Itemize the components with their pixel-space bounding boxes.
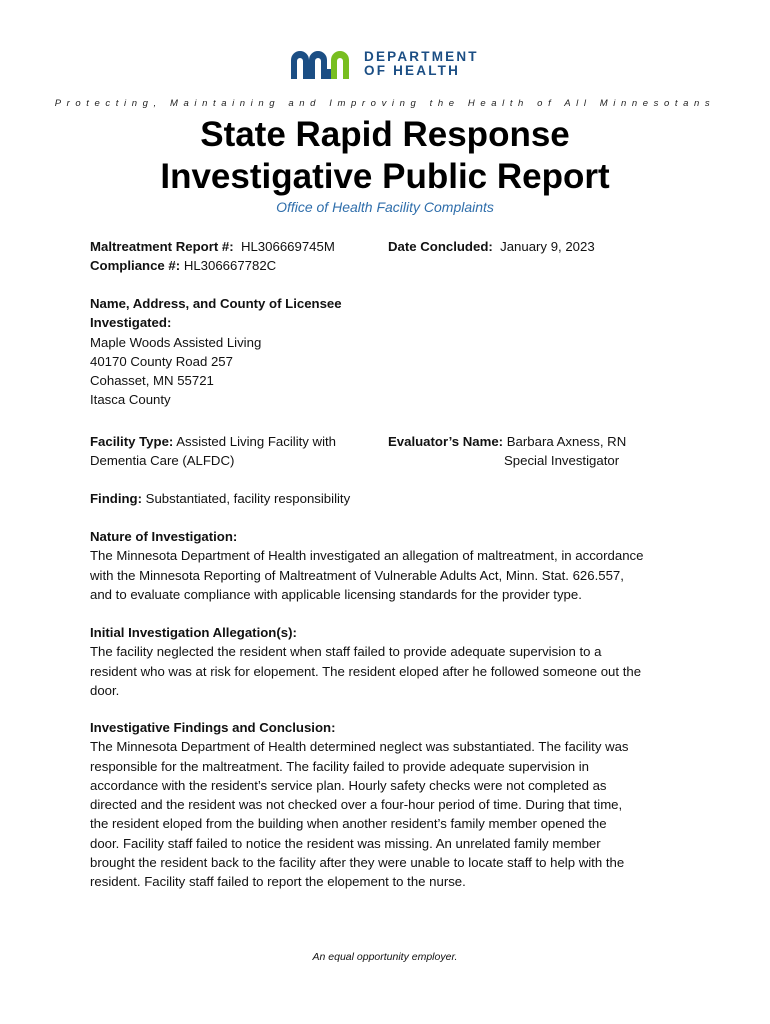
nature-section xyxy=(90,527,643,604)
findings-line: resident. Facility staff failed to report the elopement to the nurse. xyxy=(90,874,466,890)
nature-line: with the Minnesota Reporting of Maltreatment of Vulnerable Adults Act, Minn. Stat. 626.557, xyxy=(90,567,624,583)
findings-line: accordance with the resident’s service plan. Hourly safety checks were not completed as xyxy=(90,777,607,793)
facility-type-row xyxy=(90,432,336,451)
nature-line: and to evaluate compliance with applicable licensing standards for the provider type. xyxy=(90,586,582,602)
mdh-logo xyxy=(290,49,479,79)
mn-logo-icon xyxy=(290,49,356,79)
compliance-value: HL306667782C xyxy=(183,258,277,274)
facility-type-line-2: Dementia Care (ALFDC) xyxy=(90,453,235,469)
facility-type-line-1: Assisted Living Facility with xyxy=(176,434,337,449)
nature-line: The Minnesota Department of Health investigated an allegation of maltreatment, in accordance xyxy=(90,548,644,564)
evaluator-block xyxy=(388,432,626,471)
office-subtitle: Office of Health Facility Complaints xyxy=(276,199,494,215)
compliance-label: Compliance #: xyxy=(90,258,181,274)
findings-line: directed and the resident was not checked over a four-hour period of time. During that time, xyxy=(90,797,623,813)
facility-type-block xyxy=(90,432,336,471)
findings-section xyxy=(90,718,629,892)
licensee-name: Maple Woods Assisted Living xyxy=(90,334,262,350)
report-numbers xyxy=(90,237,335,276)
logo-line-2: OF HEALTH xyxy=(364,63,461,78)
title-line-2: Investigative Public Report xyxy=(160,157,610,196)
findings-line: The Minnesota Department of Health determined neglect was substantiated. The facility was xyxy=(90,739,629,755)
tagline: Protecting, Maintaining and Improving the Health of All Minnesotans xyxy=(54,98,716,109)
nature-heading: Nature of Investigation: xyxy=(90,529,238,544)
findings-line: responsible for the maltreatment. The facility failed to provide adequate supervision in xyxy=(90,758,589,774)
logo-wordmark xyxy=(364,50,479,78)
date-label: Date Concluded: xyxy=(388,239,493,254)
evaluator-title: Special Investigator xyxy=(504,453,620,469)
allegation-heading: Initial Investigation Allegation(s): xyxy=(90,625,297,640)
licensee-street: 40170 County Road 257 xyxy=(90,353,233,369)
title-line-1: State Rapid Response xyxy=(200,115,570,154)
facility-type-label: Facility Type: xyxy=(90,434,174,449)
licensee-label-1: Name, Address, and County of Licensee xyxy=(90,296,342,311)
evaluator-row xyxy=(388,432,626,451)
compliance-row xyxy=(90,256,335,275)
finding-value: Substantiated, facility responsibility xyxy=(145,491,351,506)
licensee-city: Cohasset, MN 55721 xyxy=(90,373,214,389)
licensee-county: Itasca County xyxy=(90,392,171,408)
licensee-label-2: Investigated: xyxy=(90,315,172,331)
findings-heading: Investigative Findings and Conclusion: xyxy=(90,720,336,735)
footer-text: An equal opportunity employer. xyxy=(312,951,458,963)
allegation-line: resident who was at risk for elopement. The resident eloped after he followed someone out the xyxy=(90,663,642,679)
allegation-line: The facility neglected the resident when staff failed to provide adequate supervision to a xyxy=(90,644,602,660)
evaluator-name: Barbara Axness, RN xyxy=(506,434,627,449)
page-title xyxy=(0,114,770,198)
findings-line: the resident eloped from the building when another resident’s family member opened the xyxy=(90,816,607,832)
allegation-section xyxy=(90,623,641,700)
maltreatment-row xyxy=(90,237,335,256)
findings-line: brought the resident back to the facility after they were unable to locate staff to help with the xyxy=(90,855,625,871)
allegation-line: door. xyxy=(90,682,120,698)
maltreatment-value: HL306669745M xyxy=(240,239,335,254)
findings-line: door. Facility staff failed to notice the resident was missing. An unrelated family member xyxy=(90,835,601,851)
maltreatment-label: Maltreatment Report #: xyxy=(90,239,234,254)
date-concluded-row xyxy=(388,237,595,256)
logo-line-1: DEPARTMENT xyxy=(364,49,479,64)
date-value: January 9, 2023 xyxy=(500,239,595,254)
finding-label: Finding: xyxy=(90,491,142,506)
licensee-block xyxy=(90,294,342,410)
evaluator-label: Evaluator’s Name: xyxy=(388,434,504,449)
finding-row xyxy=(90,489,350,508)
